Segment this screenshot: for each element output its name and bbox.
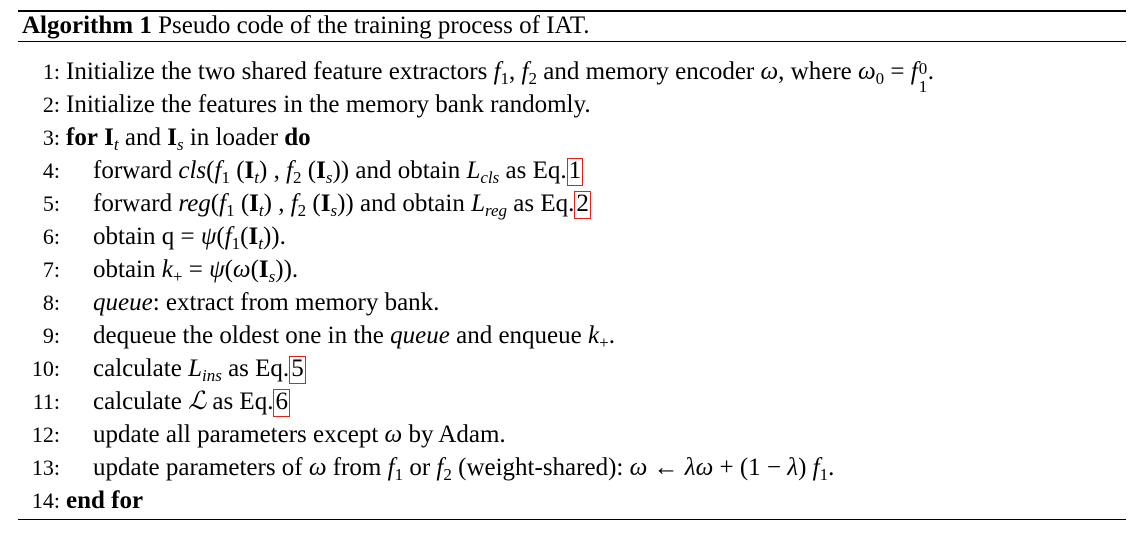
line-number: 10: [31, 356, 60, 381]
line-number: 2: [42, 92, 60, 117]
line-text: forward $reg(f_1$ $(I_t)$ , $f_2$ $(I_s)$) and obtain $L_{reg}$ as Eq.2 [93, 190, 589, 220]
line-number: 9: [42, 323, 60, 348]
line-number: 14: [31, 488, 60, 513]
algorithm-line-6 [0, 220, 1144, 253]
line-text: Initialize the features in the memory bank randomly. [66, 91, 591, 118]
algorithm-line-13 [0, 451, 1144, 484]
line-text: forward $cls(f_1$ $(I_t)$ , $f_2$ $(I_s)$) and obtain $L_{cls}$ as Eq.1 [93, 157, 582, 187]
line-number: 7: [42, 257, 60, 282]
line-number: 8: [42, 290, 60, 315]
line-text: obtain $q = \psi(f_1(I_t))$. [93, 223, 286, 253]
line-number: 3: [42, 125, 60, 150]
line-number: 4: [42, 158, 60, 183]
line-text: queue: extract from memory bank. [93, 289, 440, 316]
algorithm-body [0, 55, 1144, 517]
equation-ref-link[interactable]: 2 [576, 190, 589, 217]
line-text: Initialize the two shared feature extractors $f_1$, $f_2$ and memory encoder ω, where $\omega_0 = f$ 0 1 . [66, 58, 934, 96]
line-text: calculate $L_{ins}$ as Eq.5 [93, 355, 304, 385]
algorithm-line-3 [0, 121, 1144, 154]
algorithm-line-4 [0, 154, 1144, 187]
algorithm-title: Pseudo code of the training process of IAT. [158, 12, 590, 39]
algorithm-caption [22, 10, 589, 41]
line-number: 6: [42, 224, 60, 249]
line-text: for $I_t$ and $I_s$ in loader do [66, 124, 311, 154]
line-number: 1: [42, 59, 60, 84]
algorithm-line-9 [0, 319, 1144, 352]
algorithm-line-2 [0, 88, 1144, 121]
algorithm-line-14 [0, 484, 1144, 517]
line-number: 11: [32, 389, 60, 414]
line-text: calculate ℒ as Eq.6 [93, 388, 288, 415]
bottom-rule [18, 519, 1126, 520]
line-text: update all parameters except ω by Adam. [93, 421, 506, 448]
equation-ref-link[interactable]: 5 [291, 355, 304, 382]
algorithm-line-10 [0, 352, 1144, 385]
line-text: end for [66, 487, 144, 514]
algorithm-label: Algorithm 1 [22, 12, 152, 39]
line-text: update parameters of ω from $f_1$ or $f_2$ (weight-shared): ω ← λω + (1 − λ) $f_1$. [93, 454, 835, 484]
algorithm-line-11 [0, 385, 1144, 418]
caption-rule [18, 41, 1126, 42]
line-number: 13: [31, 455, 60, 480]
line-number: 12: [31, 422, 60, 447]
algorithm-line-5 [0, 187, 1144, 220]
algorithm-line-7 [0, 253, 1144, 286]
algorithm-line-8 [0, 286, 1144, 319]
equation-ref-link[interactable]: 6 [275, 388, 288, 415]
equation-ref-link[interactable]: 1 [568, 157, 582, 184]
algorithm-line-1 [0, 55, 1144, 96]
line-number: 5: [42, 191, 60, 216]
line-text: obtain $k_+ = \psi(\omega(I_s))$. [93, 256, 299, 286]
algorithm-line-12 [0, 418, 1144, 451]
line-text: dequeue the oldest one in the queue and enqueue $k_+$. [93, 322, 615, 352]
